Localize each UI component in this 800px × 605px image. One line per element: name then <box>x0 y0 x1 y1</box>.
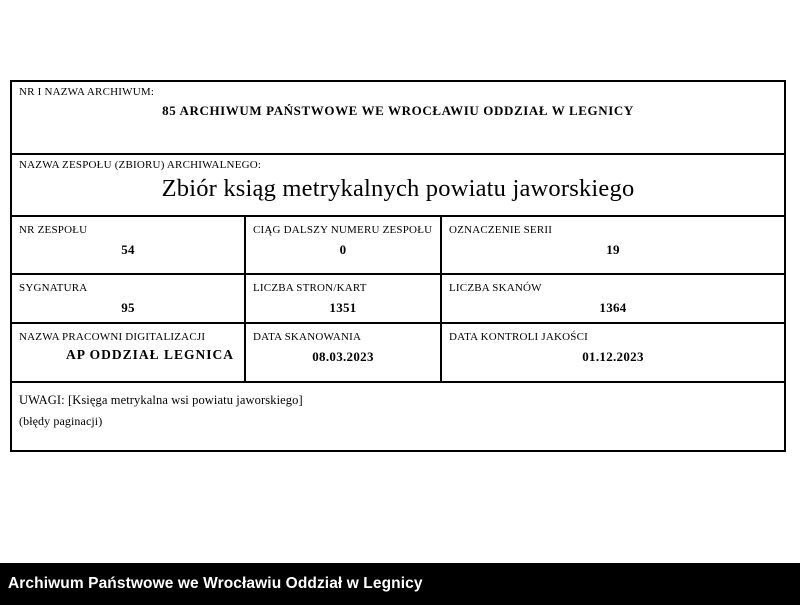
field-quality-check-date-label: DATA KONTROLI JAKOŚCI <box>449 331 588 343</box>
archival-metadata-table <box>10 80 786 452</box>
field-pages-count <box>246 275 442 324</box>
field-pages-count-value: 1351 <box>329 300 357 315</box>
field-archive-label: NR I NAZWA ARCHIWUM: <box>19 86 155 98</box>
field-scans-count-value: 1364 <box>599 300 627 315</box>
field-scan-date-label: DATA SKANOWANIA <box>253 331 362 343</box>
field-archive-value: 85 ARCHIWUM PAŃSTWOWE WE WROCŁAWIU ODDZIAŁ W LEGNICY <box>162 103 634 118</box>
field-remarks-line2: (błędy paginacji) <box>19 414 103 428</box>
field-fonds-number-continuation-value: 0 <box>339 242 347 257</box>
field-digitization-lab-label: NAZWA PRACOWNI DIGITALIZACJI <box>19 331 206 343</box>
field-pages-count-label: LICZBA STRON/KART <box>253 282 367 294</box>
field-quality-check-date-value: 01.12.2023 <box>582 349 644 364</box>
field-fonds-number <box>12 217 246 275</box>
field-fonds-number-label: NR ZESPOŁU <box>19 224 88 236</box>
field-remarks <box>12 383 784 450</box>
footer-bar <box>0 563 800 605</box>
field-fonds-number-value: 54 <box>121 242 135 257</box>
field-quality-check-date <box>442 324 784 383</box>
field-fonds-name <box>12 155 784 217</box>
field-archive <box>12 82 784 155</box>
field-scans-count <box>442 275 784 324</box>
field-digitization-lab <box>12 324 246 383</box>
field-fonds-number-continuation-label: CIĄG DALSZY NUMERU ZESPOŁU <box>253 224 433 236</box>
field-fonds-name-label: NAZWA ZESPOŁU (ZBIORU) ARCHIWALNEGO: <box>19 159 262 171</box>
field-signature <box>12 275 246 324</box>
field-scan-date <box>246 324 442 383</box>
field-scans-count-label: LICZBA SKANÓW <box>449 282 542 294</box>
field-fonds-number-continuation <box>246 217 442 275</box>
field-signature-label: SYGNATURA <box>19 282 88 294</box>
field-series-designation-value: 19 <box>606 242 620 257</box>
field-digitization-lab-value: AP ODDZIAŁ LEGNICA <box>65 347 235 362</box>
footer-archive-name: Archiwum Państwowe we Wrocławiu Oddział w Legnicy <box>8 575 423 592</box>
field-fonds-name-value: Zbiór ksiąg metrykalnych powiatu jaworskiego <box>161 175 635 202</box>
field-series-designation-label: OZNACZENIE SERII <box>449 224 553 236</box>
field-scan-date-value: 08.03.2023 <box>312 349 374 364</box>
field-remarks-line1: UWAGI: [Księga metrykalna wsi powiatu jaworskiego] <box>19 393 303 407</box>
field-signature-value: 95 <box>121 300 135 315</box>
field-series-designation <box>442 217 784 275</box>
